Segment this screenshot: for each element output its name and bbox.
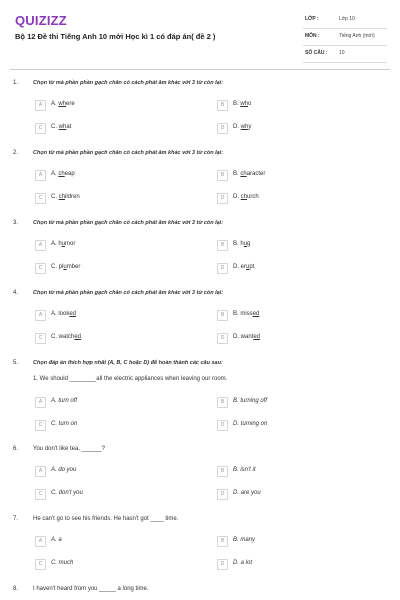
option-letter-badge: A xyxy=(35,100,46,111)
option-text-pre: C. xyxy=(51,194,59,200)
option-letter-badge: A xyxy=(35,310,46,321)
option-text-pre: D. er xyxy=(233,264,247,270)
option-letter-badge: D xyxy=(217,193,228,204)
option-text-post: o xyxy=(248,101,252,107)
option-text-pre: D. are you xyxy=(233,490,261,496)
option-text-underlined: ed xyxy=(74,334,82,340)
meta-row-subject xyxy=(303,29,387,46)
question-instruction: Chọn từ mà phần phần gạch chân có cách phát âm khác với 3 từ còn lại: xyxy=(33,220,224,226)
question-number: 2. xyxy=(13,150,19,156)
meta-row-count xyxy=(303,46,387,63)
option-text-pre: B. xyxy=(233,101,241,107)
option-text xyxy=(233,241,250,247)
option-text-post: aracter xyxy=(246,171,266,177)
option-text-pre: B. miss xyxy=(233,311,253,317)
option-text xyxy=(233,171,265,177)
option-text xyxy=(51,334,81,340)
meta-row-class xyxy=(303,12,387,29)
option-text-underlined: u xyxy=(63,264,67,270)
option-text-pre: B. xyxy=(233,171,241,177)
option-text-pre: B. isn't it xyxy=(233,467,256,473)
option-text-underlined: u xyxy=(61,241,66,247)
option-text-underlined: ch xyxy=(240,194,248,200)
option-text-underlined: wh xyxy=(240,101,249,107)
option-text-pre: A. do you xyxy=(51,467,77,473)
option-text-underlined: ed xyxy=(69,311,77,317)
question-instruction: Chọn từ mà phần phần gạch chân có cách phát âm khác với 3 từ còn lại: xyxy=(33,290,224,296)
option-text xyxy=(51,101,75,107)
option-text xyxy=(51,311,76,317)
option-text-post: eap xyxy=(64,171,75,177)
option-text-pre: A. turn off xyxy=(51,398,78,404)
option-text xyxy=(233,194,259,200)
option-text-underlined: ch xyxy=(240,171,247,177)
header xyxy=(0,0,400,70)
option-text-post: mber xyxy=(66,264,81,270)
option-letter-badge: C xyxy=(35,489,46,500)
option-letter-badge: C xyxy=(35,333,46,344)
option-text-pre: D. xyxy=(233,124,241,130)
option-text xyxy=(233,124,251,130)
option-text xyxy=(51,490,83,496)
meta-value: Tiếng Anh (mới) xyxy=(339,33,375,39)
option-letter-badge: B xyxy=(217,397,228,408)
option-text xyxy=(51,171,75,177)
option-letter-badge: B xyxy=(217,466,228,477)
option-text xyxy=(233,311,259,317)
header-divider xyxy=(10,69,390,70)
option-letter-badge: D xyxy=(217,333,228,344)
option-text xyxy=(51,560,73,566)
option-text-pre: C. much xyxy=(51,560,74,566)
option-letter-badge: B xyxy=(217,310,228,321)
meta-table xyxy=(303,12,387,63)
option-text-post: at xyxy=(66,124,72,130)
question-text: You don't like tea, ______? xyxy=(33,446,105,452)
option-text-underlined: ch xyxy=(58,194,66,200)
option-text xyxy=(51,124,71,130)
option-text xyxy=(233,398,267,404)
option-text-pre: B. many xyxy=(233,537,256,543)
document-title: Bộ 12 Đề thi Tiếng Anh 10 mới Học kì 1 có đáp án( đề 2 ) xyxy=(15,32,216,41)
question-number: 4. xyxy=(13,290,19,296)
option-text-post: pt xyxy=(249,264,255,270)
option-text xyxy=(51,421,77,427)
option-text-post: g xyxy=(247,241,251,247)
option-text-underlined: u xyxy=(243,241,248,247)
option-text-pre: C. xyxy=(51,124,59,130)
option-text xyxy=(233,490,261,496)
option-text-pre: D. xyxy=(233,194,241,200)
option-letter-badge: B xyxy=(217,170,228,181)
option-letter-badge: A xyxy=(35,466,46,477)
option-text-pre: D. turning on xyxy=(233,421,268,427)
quizizz-logo: QUIZIZZ xyxy=(15,13,67,28)
question-number: 5. xyxy=(13,360,19,366)
option-letter-badge: A xyxy=(35,240,46,251)
option-text-underlined: wh xyxy=(240,124,249,130)
question-instruction: Chọn từ mà phần phần gạch chân có cách phát âm khác với 3 từ còn lại: xyxy=(33,150,224,156)
option-letter-badge: D xyxy=(217,263,228,274)
option-letter-badge: C xyxy=(35,193,46,204)
option-text xyxy=(233,537,255,543)
question-number: 1. xyxy=(13,80,19,86)
option-text-underlined: wh xyxy=(58,101,67,107)
option-text-post: mor xyxy=(65,241,76,247)
question-text: He can't go to see his friends. He hasn't got ____ time. xyxy=(33,516,179,522)
option-text-pre: B. turning off xyxy=(233,398,268,404)
meta-key: LỚP : xyxy=(305,16,319,22)
question-instruction: Chọn từ mà phần phần gạch chân có cách phát âm khác với 3 từ còn lại: xyxy=(33,80,224,86)
option-text-post: ere xyxy=(66,101,75,107)
option-letter-badge: A xyxy=(35,397,46,408)
question-instruction: Chọn đáp án thích hợp nhất (A, B, C hoặc D) để hoàn thành các câu sau: xyxy=(33,360,223,366)
option-text xyxy=(233,467,256,473)
option-letter-badge: D xyxy=(217,559,228,570)
option-text-post: y xyxy=(248,124,252,130)
option-text-pre: A. xyxy=(51,171,59,177)
option-letter-badge: B xyxy=(217,100,228,111)
option-text xyxy=(233,560,252,566)
option-text xyxy=(51,537,62,543)
option-text xyxy=(51,467,76,473)
option-text-post: ildren xyxy=(65,194,80,200)
option-text-pre: A. look xyxy=(51,311,70,317)
meta-value: Lớp 10 xyxy=(339,16,355,22)
option-text xyxy=(51,194,80,200)
option-text-post: urch xyxy=(247,194,259,200)
option-text-underlined: ch xyxy=(58,171,65,177)
option-letter-badge: D xyxy=(217,123,228,134)
option-text-pre: B. h xyxy=(233,241,244,247)
option-letter-badge: C xyxy=(35,420,46,431)
meta-key: MÔN : xyxy=(305,33,320,39)
option-text xyxy=(51,241,75,247)
option-text-pre: C. pl xyxy=(51,264,64,270)
option-text-pre: D. a lot xyxy=(233,560,253,566)
option-text-pre: A. h xyxy=(51,241,62,247)
option-text xyxy=(51,398,77,404)
question-number: 3. xyxy=(13,220,19,226)
option-text-underlined: ed xyxy=(252,311,260,317)
option-text xyxy=(233,101,251,107)
question-number: 8. xyxy=(13,586,19,592)
question-text: I haven't heard from you _____ a long time. xyxy=(33,586,149,592)
option-text-pre: C. watch xyxy=(51,334,75,340)
option-text-pre: D. want xyxy=(233,334,254,340)
option-letter-badge: A xyxy=(35,536,46,547)
option-letter-badge: B xyxy=(217,240,228,251)
option-text xyxy=(51,264,80,270)
question-number: 6. xyxy=(13,446,19,452)
option-text-pre: A. xyxy=(51,101,59,107)
option-text-underlined: wh xyxy=(58,124,67,130)
option-letter-badge: B xyxy=(217,536,228,547)
option-letter-badge: D xyxy=(217,420,228,431)
option-text xyxy=(233,421,267,427)
option-text xyxy=(233,334,260,340)
option-text-underlined: u xyxy=(246,264,250,270)
option-text-underlined: ed xyxy=(253,334,261,340)
meta-value: 10 xyxy=(339,50,345,56)
question-text: 1. We should ________all the electric appliances when leaving our room. xyxy=(33,376,228,382)
option-letter-badge: A xyxy=(35,170,46,181)
option-text xyxy=(233,264,254,270)
meta-key: SỐ CÂU : xyxy=(305,50,328,56)
option-letter-badge: D xyxy=(217,489,228,500)
option-text-pre: A. a xyxy=(51,537,62,543)
option-letter-badge: C xyxy=(35,123,46,134)
option-text-pre: C. turn on xyxy=(51,421,78,427)
option-text-pre: C. don't you xyxy=(51,490,83,496)
option-letter-badge: C xyxy=(35,263,46,274)
option-letter-badge: C xyxy=(35,559,46,570)
question-number: 7. xyxy=(13,516,19,522)
